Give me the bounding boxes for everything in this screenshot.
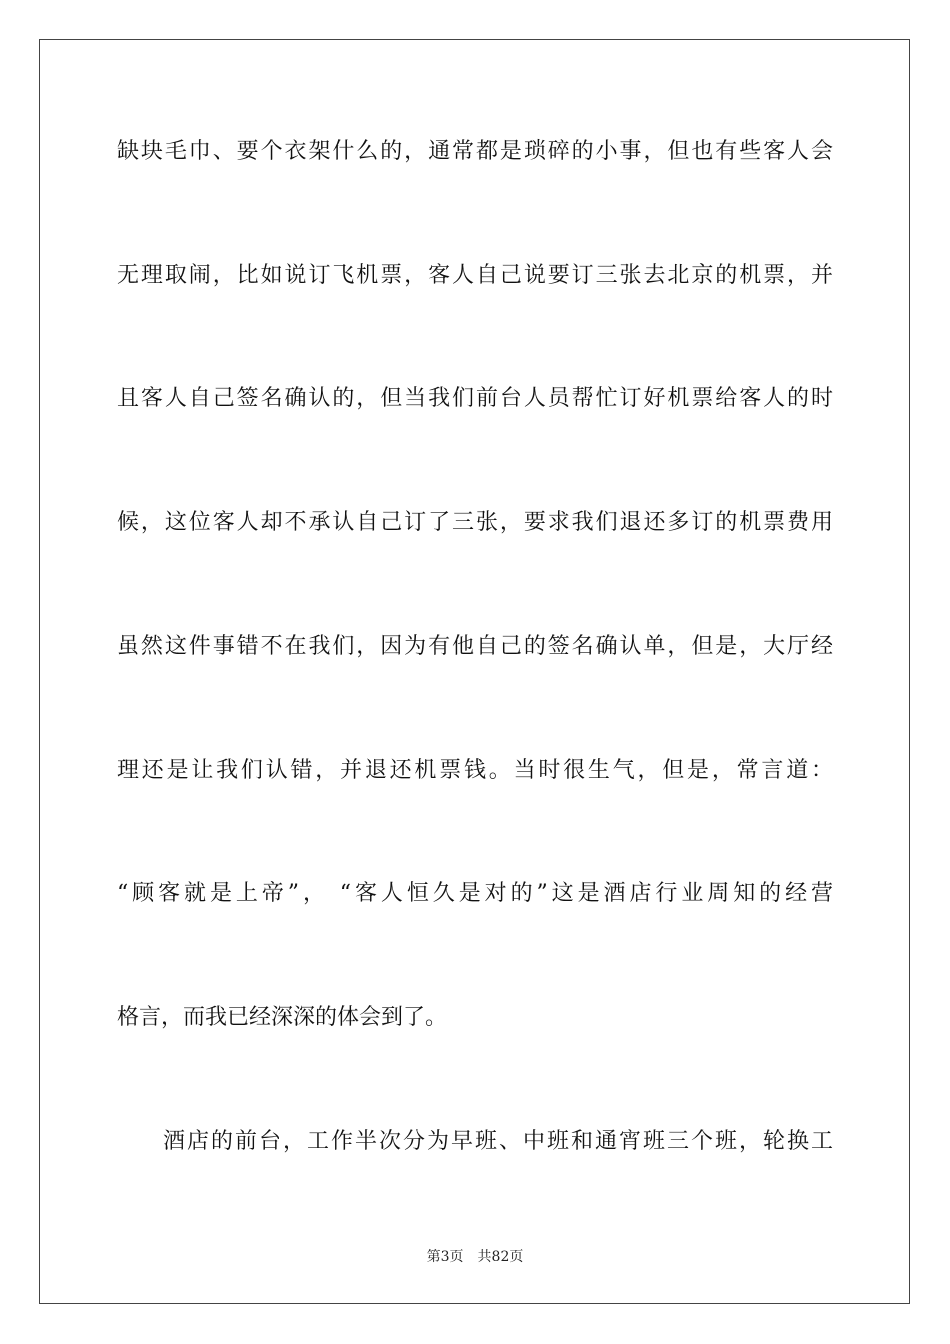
body-text-line-2: 无理取闹，比如说订飞机票，客人自己说要订三张去北京的机票，并: [117, 263, 833, 288]
page-number: 第3页: [426, 1249, 464, 1265]
body-text-line-1: 缺块毛巾、要个衣架什么的，通常都是琐碎的小事，但也有些客人会: [117, 139, 833, 164]
body-text-line-4: 候，这位客人却不承认自己订了三张，要求我们退还多订的机票费用: [117, 510, 833, 535]
page-footer: [0, 1248, 950, 1266]
total-pages: 共82页: [477, 1249, 524, 1265]
body-text-line-9-paragraph-start: 酒店的前台，工作半次分为早班、中班和通宵班三个班，轮换工: [163, 1129, 833, 1154]
page-border: [39, 39, 910, 1304]
body-text-line-8: 格言，而我已经深深的体会到了。: [117, 1005, 448, 1030]
body-text-line-6: 理还是让我们认错，并退还机票钱。当时很生气，但是，常言道：: [117, 758, 833, 783]
body-text-line-3: 且客人自己签名确认的，但当我们前台人员帮忙订好机票给客人的时: [117, 386, 833, 411]
body-text-line-7: “顾客就是上帝”， “客人恒久是对的”这是酒店行业周知的经营: [117, 881, 833, 906]
body-text-line-5: 虽然这件事错不在我们，因为有他自己的签名确认单，但是，大厅经: [117, 634, 833, 659]
